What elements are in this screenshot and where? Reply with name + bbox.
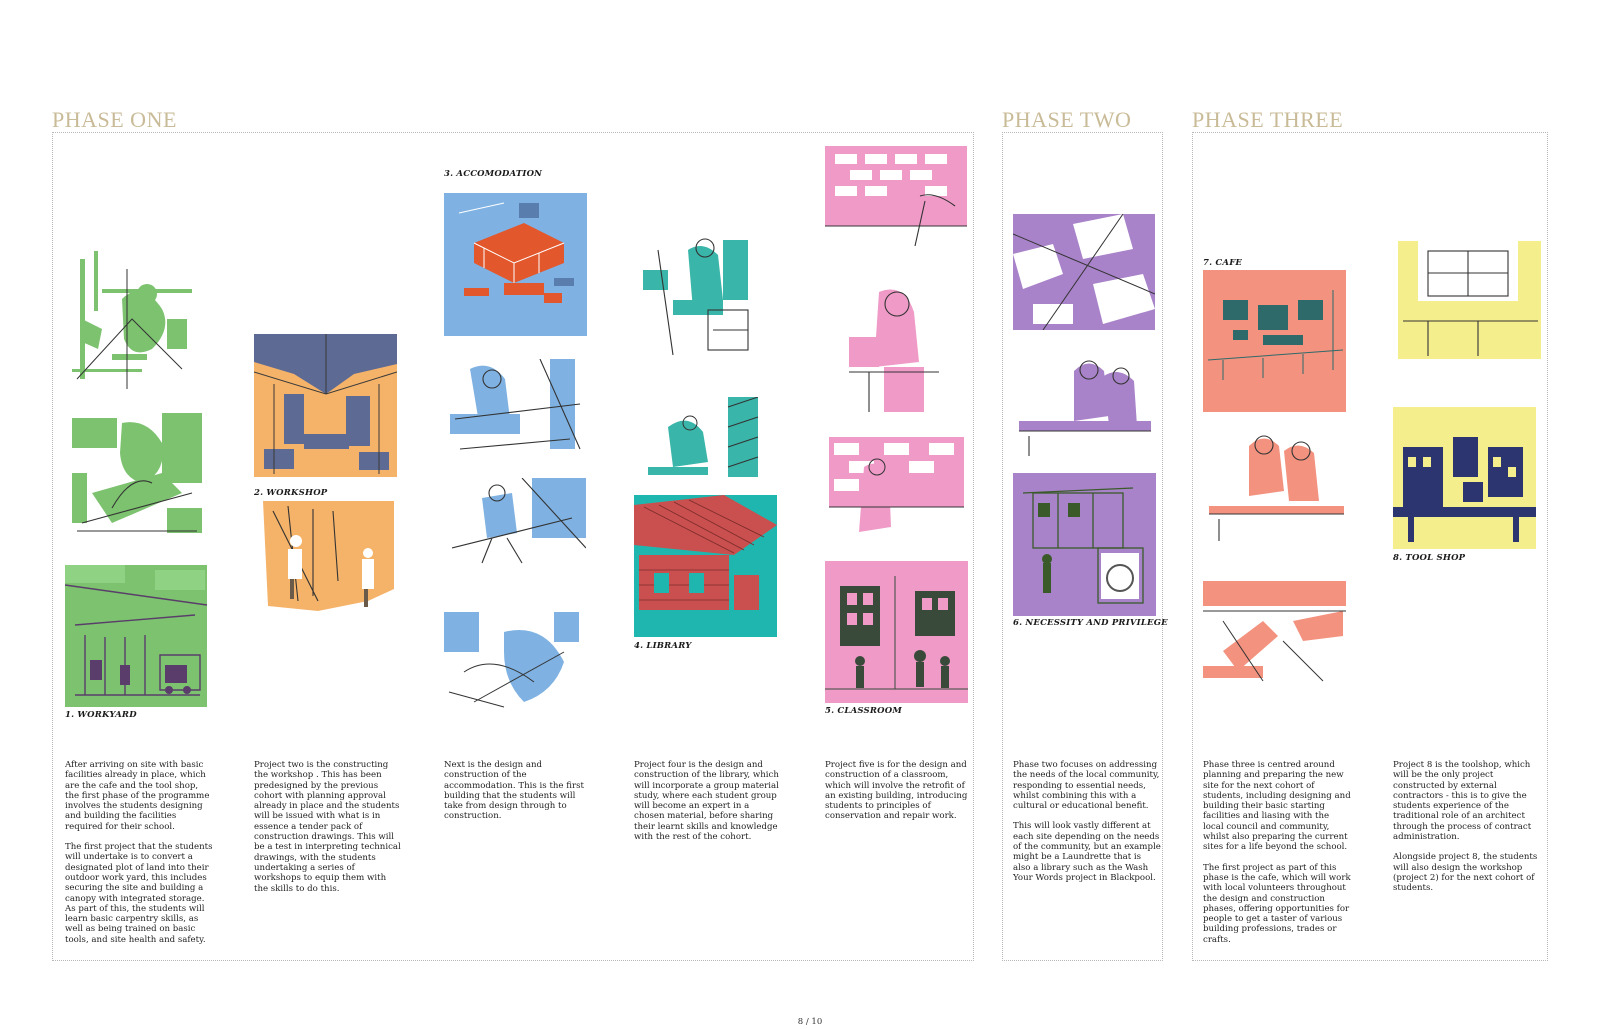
description-paragraph: The first project that the students will undertake is to convert a designated plot of land into their outdoor work yard, this includes securing the site and building a canopy with integrated storage. As part of this, the students will learn basic carpentry skills, as well as being trained on basic tools, and site health and safety. bbox=[65, 842, 213, 945]
accommodation-sketch-2 bbox=[452, 478, 586, 568]
description-paragraph: Next is the design and construction of the accommodation. This is the first building that the students will take from design through to construction. bbox=[444, 760, 584, 822]
cafe-sketch-1 bbox=[1209, 431, 1344, 549]
classroom-sketch-1 bbox=[825, 146, 967, 248]
accommodation-description bbox=[444, 760, 592, 832]
necessity-sketch-1 bbox=[1013, 214, 1155, 330]
accommodation-image bbox=[444, 193, 587, 336]
accommodation-caption: 3. ACCOMODATION bbox=[444, 169, 543, 179]
description-paragraph: The first project as part of this phase is the cafe, which will work with local volunteers throughout the design and construction phases, offering opportunities for people to get a taster of various building professions, trades or crafts. bbox=[1203, 862, 1351, 945]
description-paragraph: This will look vastly different at each site depending on the needs of the community, but an example might be a Laundrette that is also a library such as the Wash Your Words project in Blackpool. bbox=[1013, 821, 1161, 883]
workyard-caption: 1. WORKYARD bbox=[65, 710, 137, 720]
classroom-description bbox=[825, 760, 973, 832]
library-sketch-1 bbox=[643, 230, 771, 360]
toolshop-caption: 8. TOOL SHOP bbox=[1393, 553, 1466, 563]
description-paragraph: Phase three is centred around planning and preparing the new site for the next cohort of students, including designing and building their basic starting facilities and liasing with the local council and community, whilst also preparing the current sites for a life beyond the school. bbox=[1203, 760, 1351, 853]
workyard-sketch-2 bbox=[72, 413, 202, 537]
workshop-image bbox=[254, 334, 397, 477]
workshop-description bbox=[254, 760, 402, 904]
library-description bbox=[634, 760, 782, 852]
classroom-sketch-2 bbox=[829, 282, 959, 417]
workyard-description bbox=[65, 760, 213, 955]
phase-three-title: PHASE THREE bbox=[1192, 107, 1344, 132]
workshop-caption: 2. WORKSHOP bbox=[254, 488, 328, 498]
necessity-image bbox=[1013, 473, 1156, 616]
accommodation-sketch-3 bbox=[444, 612, 586, 710]
description-paragraph: Alongside project 8, the students will also design the workshop (project 2) for the next cohort of students. bbox=[1393, 852, 1538, 894]
classroom-sketch-3 bbox=[829, 437, 964, 534]
necessity-caption: 6. NECESSITY AND PRIVILEGE bbox=[1013, 618, 1168, 628]
library-image bbox=[634, 495, 777, 637]
cafe-sketch-2 bbox=[1203, 581, 1346, 685]
workyard-sketch-1 bbox=[72, 249, 198, 395]
page-number: 8 / 10 bbox=[797, 1017, 823, 1027]
accommodation-sketch-1 bbox=[450, 359, 590, 459]
library-sketch-2 bbox=[648, 397, 771, 487]
description-paragraph: After arriving on site with basic facilities already in place, which are the cafe and the tool shop, the first phase of the programme involves the students designing and building the facilities required for their school. bbox=[65, 760, 210, 832]
phase-two-title: PHASE TWO bbox=[1002, 107, 1132, 132]
library-caption: 4. LIBRARY bbox=[634, 641, 692, 651]
classroom-caption: 5. CLASSROOM bbox=[825, 706, 902, 716]
description-paragraph: Project five is for the design and construction of a classroom, which will involve the retrofit of an existing building, introducing students to principles of conservation and repair work. bbox=[825, 760, 968, 822]
toolshop-description bbox=[1393, 760, 1541, 904]
phase-one-title: PHASE ONE bbox=[52, 107, 177, 132]
workyard-image bbox=[65, 565, 207, 707]
description-paragraph: Project two is the constructing the workshop . This has been predesigned by the previous cohort with planning approval already in place and the students will be issued with what is in essence a tender pack of construction drawings. This will be a test in interpreting technical drawings, with the students undertaking a series of workshops to equip them with the skills to do this. bbox=[254, 760, 401, 894]
cafe-image bbox=[1203, 270, 1346, 412]
classroom-image bbox=[825, 561, 968, 703]
phase-two-description bbox=[1013, 760, 1161, 893]
toolshop-sketch bbox=[1398, 241, 1541, 359]
phase-three-description bbox=[1203, 760, 1351, 955]
description-paragraph: Phase two focuses on addressing the needs of the local community, responding to essential needs, whilst combining this with a cultural or educational benefit. bbox=[1013, 760, 1160, 812]
toolshop-image bbox=[1393, 407, 1536, 549]
necessity-sketch-2 bbox=[1019, 356, 1151, 456]
cafe-caption: 7. CAFE bbox=[1203, 258, 1243, 268]
description-paragraph: Project 8 is the toolshop, which will be the only project constructed by external contractors - this is to give the students experience of the traditional role of an architect through the process of contract administration. bbox=[1393, 760, 1532, 843]
description-paragraph: Project four is the design and construction of the library, which will incorporate a group material study, where each student group will become an expert in a chosen material, before sharing their learnt skills and knowledge with the rest of the cohort. bbox=[634, 760, 779, 843]
workshop-sketch bbox=[258, 501, 394, 611]
